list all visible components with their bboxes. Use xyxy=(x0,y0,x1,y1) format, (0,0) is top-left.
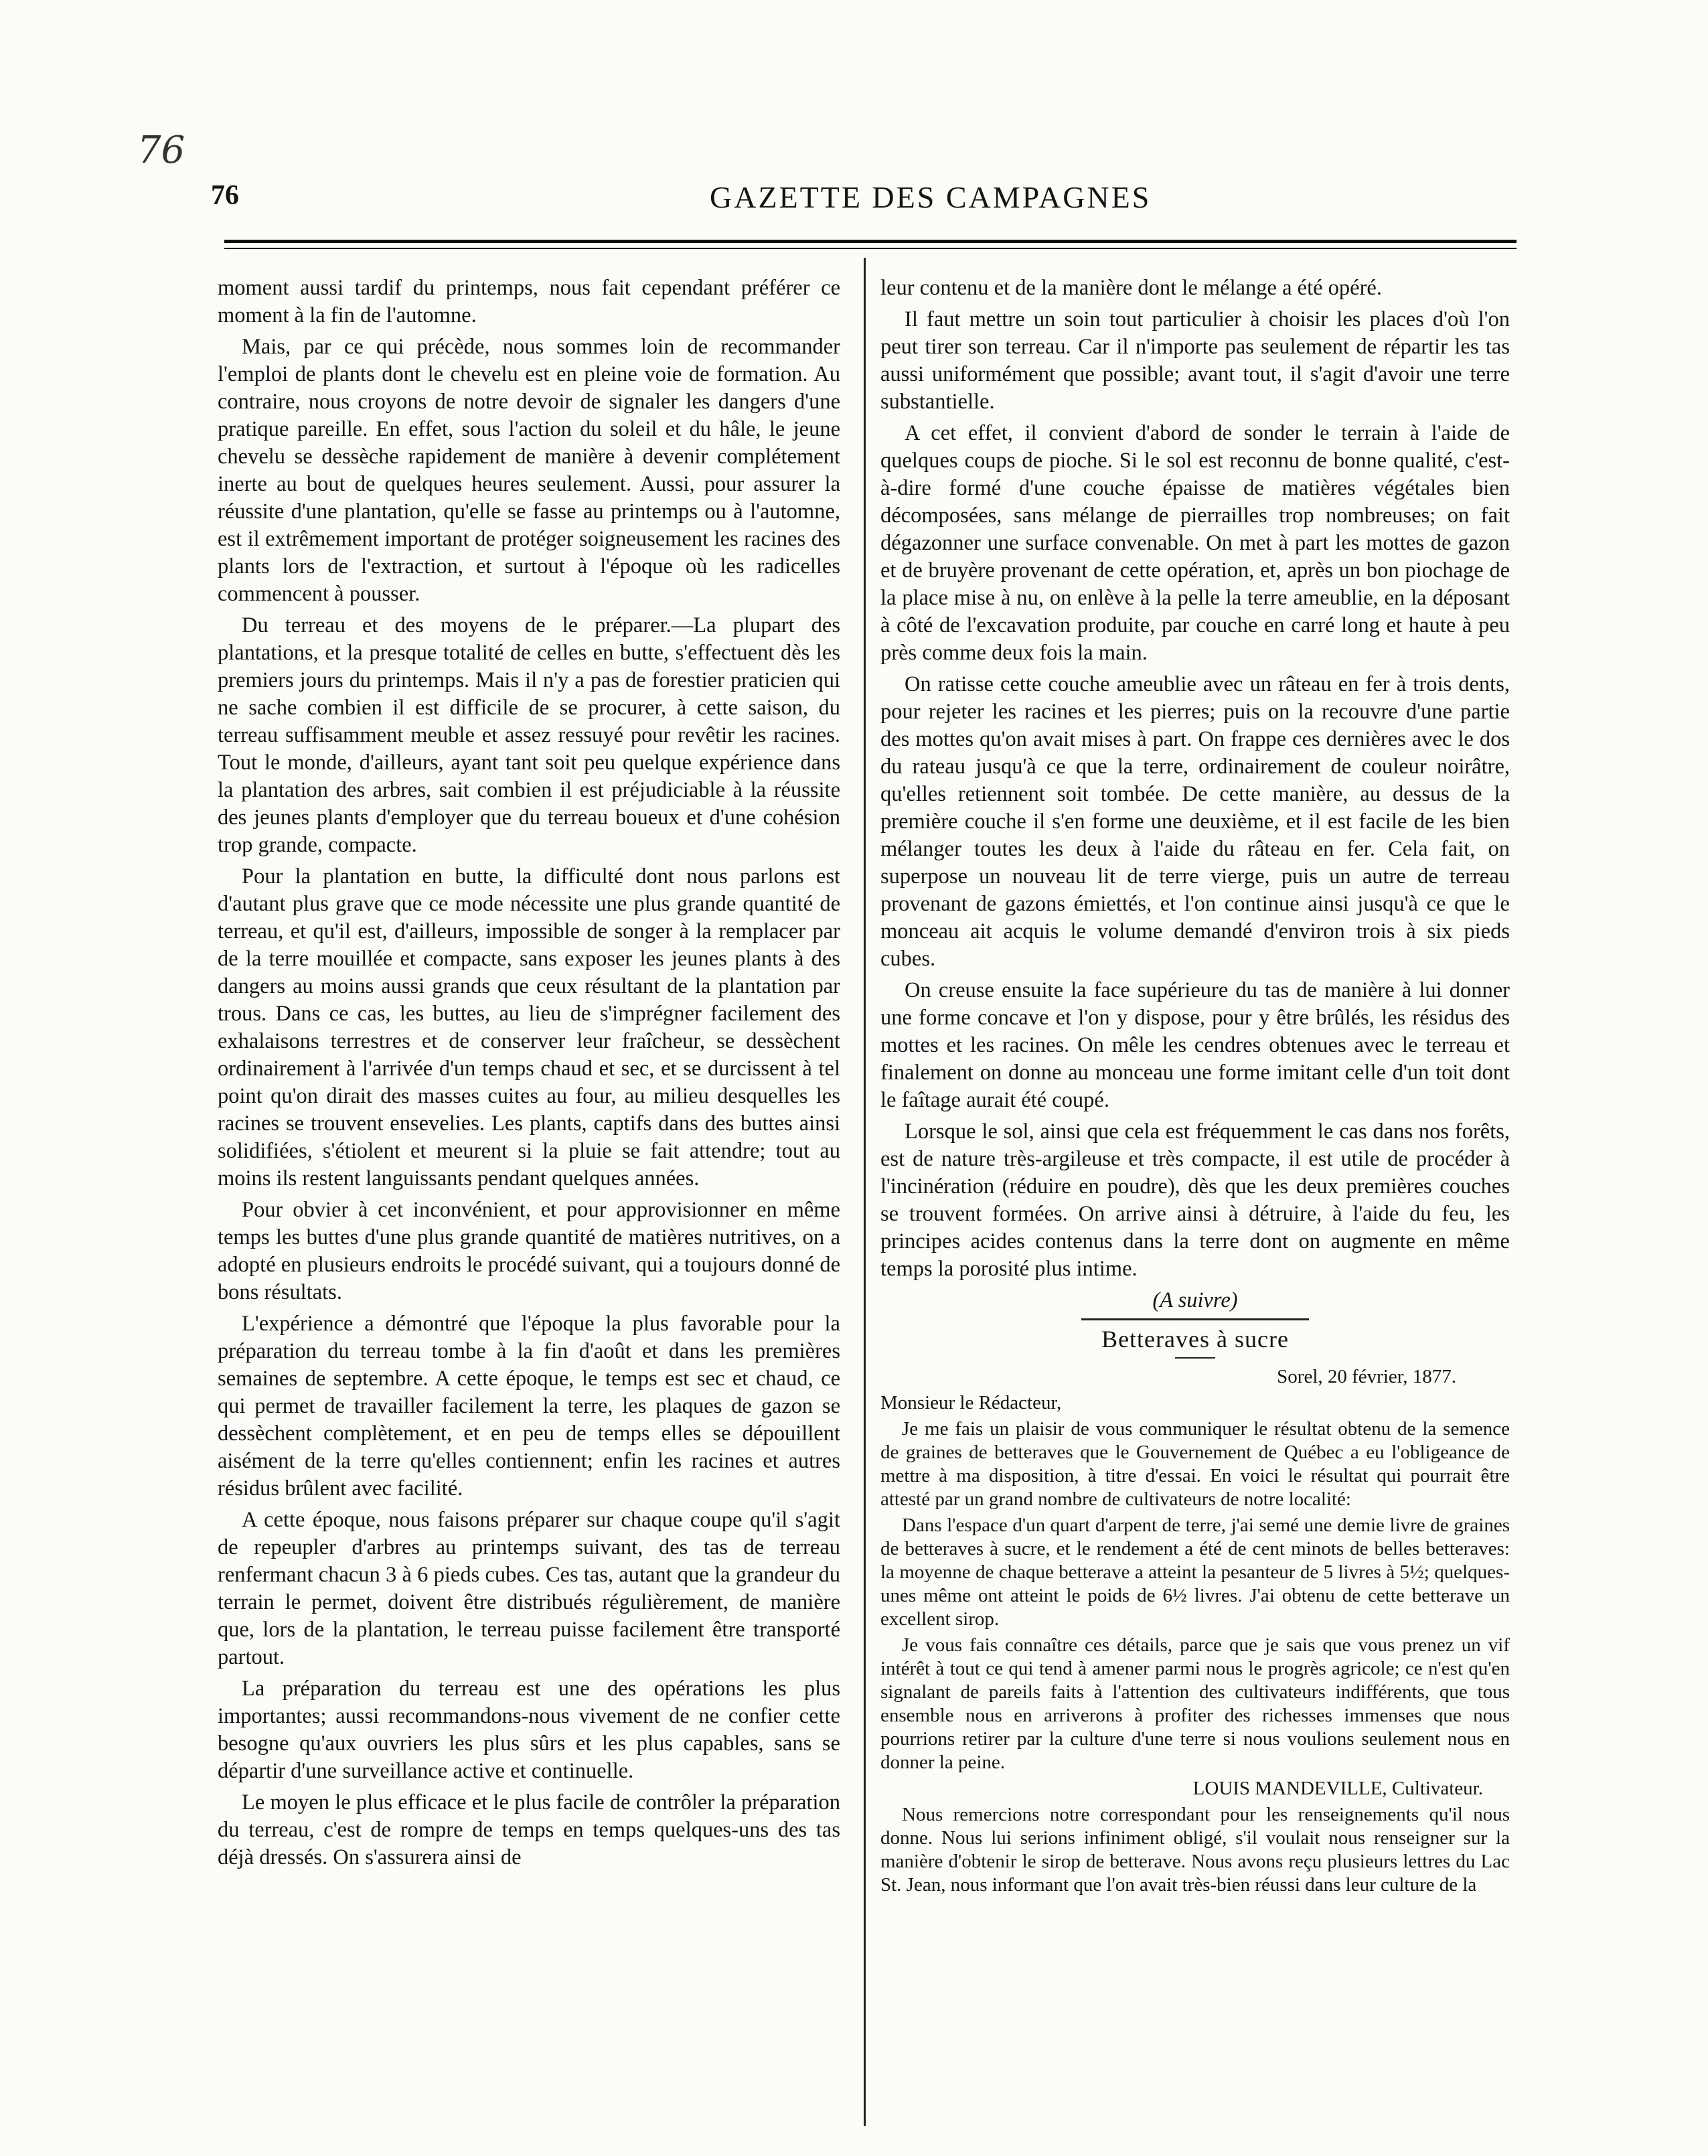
paragraph: Dans l'espace d'un quart d'arpent de terre, j'ai semé une demie livre de graines de betteraves à sucre, et le rendement a été de cent minots de belles betteraves: la moyenne de chaque betterave a atteint la pesanteur de 5 livres à 5½; quelques-unes même ont atteint le poids de 6½ livres. J'ai obtenu de cette betterave un excellent sirop. xyxy=(880,1515,1510,1630)
article-headline: Betteraves à sucre xyxy=(1101,1326,1289,1353)
headline-rule xyxy=(1175,1357,1215,1359)
header-rule-thin xyxy=(224,248,1517,249)
letter-salutation: Monsieur le Rédacteur, xyxy=(880,1392,1062,1413)
editor-note: Nous remercions notre correspondant pour les renseignements qu'il nous donne. Nous lui serions infiniment obligé, s'il voulait nous renseigner sur la manière d'obtenir le sirop de betterave. Nous avons reçu plusieurs lettres du Lac St. Jean, nous informant que l'on avait très-bien réussi dans leur culture de la xyxy=(880,1804,1510,1896)
paragraph: Lorsque le sol, ainsi que cela est fréquemment le cas dans nos forêts, est de nature très-argileuse et très compacte, il est utile de procéder à l'incinération (réduire en poudre), dès que les deux premières couches se trouvent formées. On arrive ainsi à détruire, à l'aide du feu, les principes acides contenus dans la terre dont on augmente en même temps la porosité plus intime. xyxy=(880,1120,1510,1281)
letter-dateline: Sorel, 20 février, 1877. xyxy=(1277,1366,1456,1387)
paragraph: leur contenu et de la manière dont le mélange a été opéré. xyxy=(880,276,1382,300)
paragraph: Mais, par ce qui précède, nous sommes loin de recommander l'emploi de plants dont le chevelu est en pleine voie de formation. Au contraire, nous croyons de notre devoir de signaler les dangers d'une pratique pareille. En effet, sous l'action du soleil et du hâle, le jeune chevelu se dessèche rapidement de manière à devenir complétement inerte au bout de quelques heures seulement. Aussi, pour assurer la réussite d'une plantation, qu'elle se fasse au printemps ou à l'automne, est il extrêmement important de protéger soigneusement les racines des plants lors de l'extraction, et surtout à l'époque où les radicelles commencent à pousser. xyxy=(218,335,840,606)
paragraph: moment aussi tardif du printemps, nous fait cependant préférer ce moment à la fin de l'automne. xyxy=(218,276,840,327)
paragraph: Il faut mettre un soin tout particulier à choisir les places d'où l'on peut tirer son terreau. Car il n'importe pas seulement de répartir les tas aussi uniformément que possible; avant tout, il s'agit d'avoir une terre substantielle. xyxy=(880,307,1510,414)
letter-signature: LOUIS MANDEVILLE, Cultivateur. xyxy=(1192,1778,1483,1799)
letter-block xyxy=(880,1365,1510,1897)
paragraph: Du terreau et des moyens de le préparer.—La plupart des plantations, et la presque totalité de celles en butte, s'effectuent dès les premiers jours du printemps. Mais il n'y a pas de forestier praticien qui ne sache combien il est difficile de se procurer, à cette saison, du terreau suffisamment meuble et assez ressuyé pour revêtir les racines. Tout le monde, d'ailleurs, ayant tant soit peu quelque expérience dans la plantation des arbres, sait combien il est préjudiciable à la réussite des jeunes plants d'employer que du terreau boueux et d'une cohésion trop grande, compacte. xyxy=(218,613,840,857)
paragraph: La préparation du terreau est une des opérations les plus importantes; aussi recommandons-nous vivement de ne confier cette besogne qu'aux ouvriers les plus sûrs et les plus capables, sans se départir d'une surveillance active et continuelle. xyxy=(218,1677,840,1783)
paragraph: A cette époque, nous faisons préparer sur chaque coupe qu'il s'agit de repeupler d'arbres au printemps suivant, des tas de terreau renfermant chacun 3 à 6 pieds cubes. Ces tas, autant que la grandeur du terrain le permet, doivent être distribués régulièrement, de manière que, lors de la plantation, le terreau puisse facilement être transporté partout. xyxy=(218,1508,840,1669)
section-rule xyxy=(1081,1318,1309,1320)
right-column xyxy=(880,275,1510,1900)
handwritten-page-number: 76 xyxy=(137,129,185,172)
header-rule-thick xyxy=(224,240,1517,243)
to-be-continued: (A suivre) xyxy=(1152,1288,1238,1312)
page-number: 76 xyxy=(211,180,239,211)
paragraph: On creuse ensuite la face supérieure du tas de manière à lui donner une forme concave et l'on y dispose, pour y être brûlés, les résidus des mottes et les racines. On mêle les cendres obtenues avec le terreau et finalement on donne au monceau une forme imitant celle d'un toit dont le faîtage aurait été coupé. xyxy=(880,978,1510,1112)
paragraph: Pour obvier à cet inconvénient, et pour approvisionner en même temps les buttes d'une plus grande quantité de matières nutritives, on a adopté en plusieurs endroits le procédé suivant, qui a toujours donné de bons résultats. xyxy=(218,1198,840,1304)
paragraph: Le moyen le plus efficace et le plus facile de contrôler la préparation du terreau, c'est de rompre de temps en temps quelques-uns des tas déjà dressés. On s'assurera ainsi de xyxy=(218,1790,840,1869)
paragraph: A cet effet, il convient d'abord de sonder le terrain à l'aide de quelques coups de pioche. Si le sol est reconnu de bonne qualité, c'est-à-dire formé d'une couche épaisse de matières végétales bien décomposées, sans mélange de pierrailles trop nombreuses; on fait dégazonner une surface convenable. On met à part les mottes de gazon et de bruyère provenant de cette opération, et, après un bon piochage de la place mise à nu, on enlève à la pelle la terre ameublie, en la déposant à côté de l'excavation produite, par couche en carré long et haute à peu près comme deux fois la main. xyxy=(880,421,1510,665)
paragraph: L'expérience a démontré que l'époque la plus favorable pour la préparation du terreau tombe à la fin d'août et dans les premières semaines de septembre. A cette époque, le temps est sec et chaud, ce qui permet de travailler facilement la terre, les plaques de gazon se dessèchent complètement, et en peu de temps elles se dépouillent aisément de la terre qu'elles contiennent; enfin les racines et autres résidus brûlent avec facilité. xyxy=(218,1312,840,1500)
left-column xyxy=(218,275,840,1875)
paragraph: Je vous fais connaître ces détails, parce que je sais que vous prenez un vif intérêt à tout ce qui tend à amener parmi nous le progrès agricole; ce n'est qu'en signalant de pareils faits à l'attention des cultivateurs indifférents, que tous ensemble nous en arriverons à profiter des richesses immenses que nous pourrions retirer par la culture d'une terre si nous voulions seulement nous en donner la peine. xyxy=(880,1634,1510,1773)
paragraph: On ratisse cette couche ameublie avec un râteau en fer à trois dents, pour rejeter les racines et les pierres; puis on la recouvre d'une partie des mottes qu'on avait mises à part. On frappe ces dernières avec le dos du rateau jusqu'à ce que la terre, ordinairement de couleur noirâtre, qu'elles retiennent soit tombée. De cette manière, au dessus de la première couche il s'en forme une deuxième, et il est facile de les bien mélanger toutes les deux à l'aide du râteau en fer. Cela fait, on superpose un nouveau lit de terre vierge, puis un autre de terreau provenant de gazons émiettés, et l'on continue ainsi jusqu'à ce que le monceau ait acquis le volume demandé d'environ trois à six pieds cubes. xyxy=(880,672,1510,971)
column-divider xyxy=(864,258,866,2126)
masthead-title: GAZETTE DES CAMPAGNES xyxy=(710,180,1152,214)
paragraph: Pour la plantation en butte, la difficulté dont nous parlons est d'autant plus grave que ce mode nécessite une plus grande quantité de terreau, et qu'il est, d'ailleurs, impossible de songer à la remplacer par de la terre mouillée et compacte, sans exposer les jeunes plants à des dangers au moins aussi grands que ceux résultant de la plantation par trous. Dans ce cas, les buttes, au lieu de s'imprégner facilement des exhalaisons terrestres et de conserver leur fraîcheur, se dessèchent ordinairement à l'arrivée d'un temps chaud et sec, et se durcissent à tel point qu'on dirait des masses cuites au four, au milieu desquelles les racines se trouvent ensevelies. Les plants, captifs dans des buttes ainsi solidifiées, s'étiolent et meurent si la pluie se fait attendre; tout au moins ils restent languissants pendant quelques années. xyxy=(218,864,840,1190)
paragraph: Je me fais un plaisir de vous communiquer le résultat obtenu de la semence de graines de betteraves que le Gouvernement de Québec a eu l'obligeance de mettre à ma disposition, à titre d'essai. En voici le résultat qui pourrait être attesté par un grand nombre de cultivateurs de notre localité: xyxy=(880,1418,1510,1510)
